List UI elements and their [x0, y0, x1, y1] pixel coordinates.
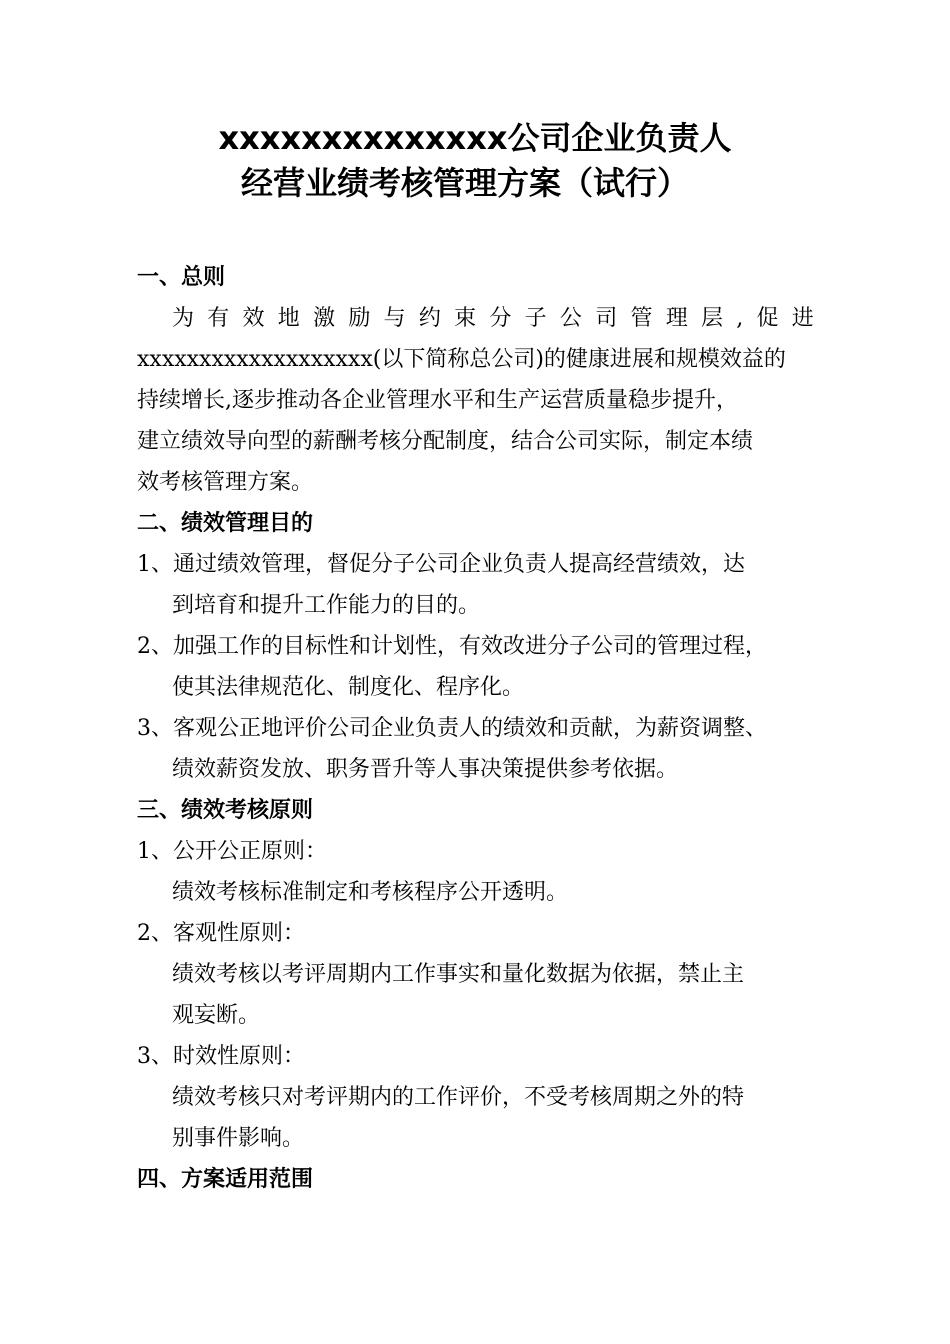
section-heading-general: 一、总则 [137, 265, 226, 290]
section3-item-3-title: 3、时效性原则： [137, 1044, 305, 1069]
section1-paragraph-line-3: 持续增长,逐步推动各企业管理水平和生产运营质量稳步提升， [137, 388, 738, 413]
section2-item-3-line-1: 3、客观公正地评价公司企业负责人的绩效和贡献，为薪资调整、 [137, 716, 767, 741]
section2-item-3-line-2: 绩效薪资发放、职务晋升等人事决策提供参考依据。 [172, 757, 679, 782]
section2-item-1-line-2: 到培育和提升工作能力的目的。 [172, 593, 481, 618]
section-heading-performance-purpose: 二、绩效管理目的 [137, 511, 314, 536]
section3-item-2-line-2: 观妄断。 [172, 1003, 261, 1028]
section3-item-1-text: 绩效考核标准制定和考核程序公开透明。 [172, 880, 569, 905]
section2-item-2-line-2: 使其法律规范化、制度化、程序化。 [172, 675, 525, 700]
section3-item-3-line-1: 绩效考核只对考评期内的工作评价，不受考核周期之外的特 [172, 1085, 745, 1110]
document-title-line-2: 经营业绩考核管理方案（试行） [240, 164, 689, 202]
section2-item-2-line-1: 2、加强工作的目标性和计划性，有效改进分子公司的管理过程， [137, 634, 767, 659]
section3-item-3-line-2: 别事件影响。 [172, 1126, 305, 1151]
section3-item-1-title: 1、公开公正原则： [137, 839, 327, 864]
section2-item-1-line-1: 1、通过绩效管理，督促分子公司企业负责人提高经营绩效，达 [137, 552, 745, 577]
section1-paragraph-line-5: 效考核管理方案。 [137, 470, 314, 495]
section3-item-2-line-1: 绩效考核以考评周期内工作事实和量化数据为依据，禁止主 [172, 962, 745, 987]
section-heading-scope: 四、方案适用范围 [137, 1167, 314, 1192]
section3-item-2-title: 2、客观性原则： [137, 921, 305, 946]
section1-paragraph-line-4: 建立绩效导向型的薪酬考核分配制度，结合公司实际，制定本绩 [137, 429, 754, 454]
section-heading-assessment-principles: 三、绩效考核原则 [137, 798, 314, 823]
document-title-line-1: xxxxxxxxxxxxxx公司企业负责人 [218, 119, 732, 157]
section1-paragraph-line-1: 为 有 效 地 激 励 与 约 束 分 子 公 司 管 理 层 , 促 进 [172, 306, 814, 331]
section1-paragraph-line-2: xxxxxxxxxxxxxxxxxxx(以下简称总公司)的健康进展和规模效益的 [137, 347, 786, 372]
